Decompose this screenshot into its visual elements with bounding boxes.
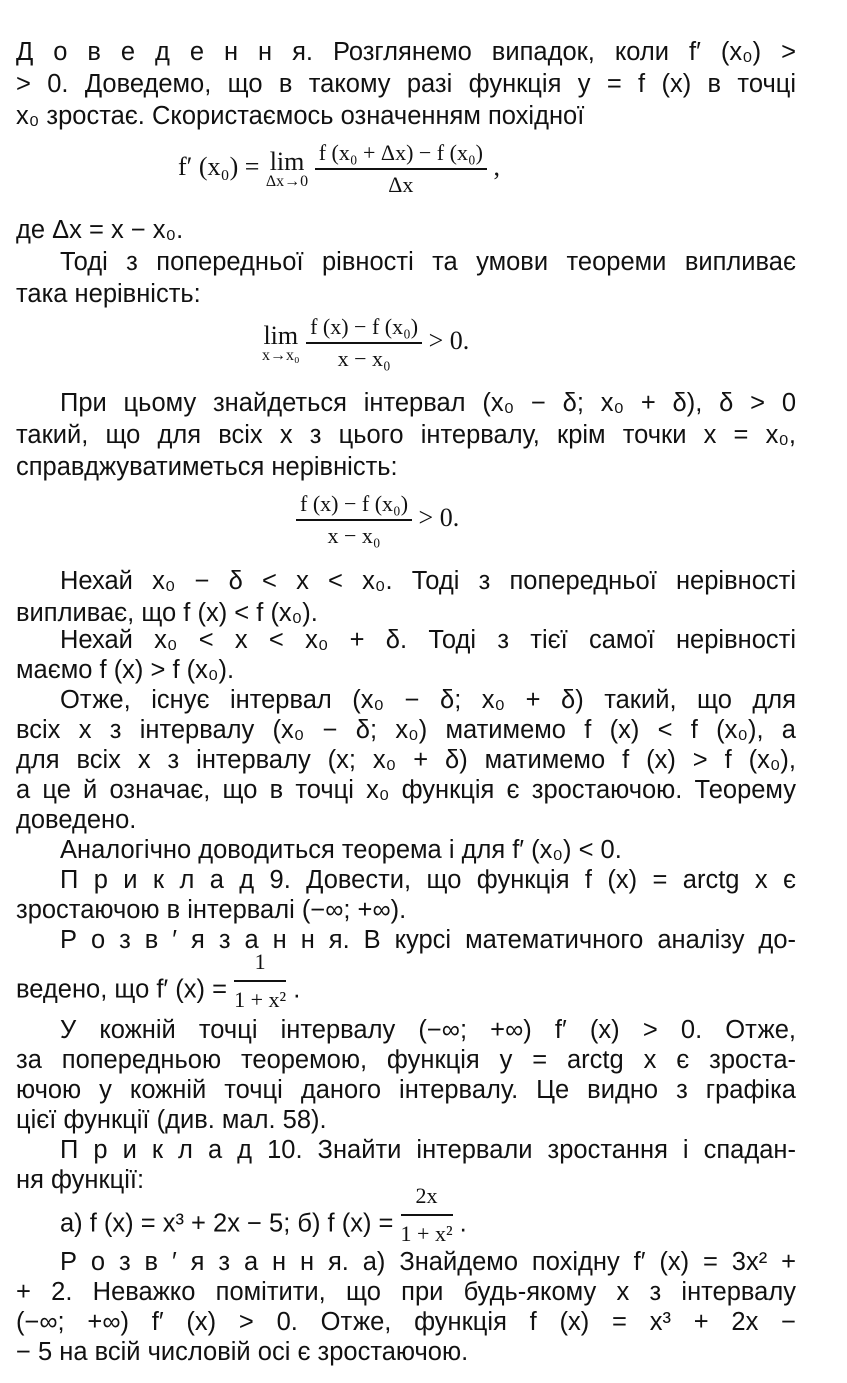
text-line: (−∞; +∞) f′ (x) > 0. Отже, функція f (x) = x³ + 2x − xyxy=(16,1308,796,1336)
equation-tail: > 0. xyxy=(418,502,460,532)
fraction-denominator: 1 + x² xyxy=(400,1221,453,1246)
fraction-numerator: f (x) − f (x₀) xyxy=(306,314,422,344)
fraction xyxy=(234,946,286,1016)
fraction-numerator: f (x₀ + Δx) − f (x₀) xyxy=(315,140,487,170)
text-line: При цьому знайдеться інтервал (x₀ − δ; x₀ + δ), δ > 0 xyxy=(60,389,796,417)
text-line: справджуватиметься нерівність: xyxy=(16,453,398,481)
equation-derivative-definition xyxy=(178,140,500,198)
text-line: У кожній точці інтервалу (−∞; +∞) f′ (x) > 0. Отже, xyxy=(60,1016,796,1044)
limit-operator xyxy=(266,147,308,191)
limit-word: lim xyxy=(263,321,299,350)
fraction-denominator: 1 + x² xyxy=(234,987,287,1012)
equation-punctuation: , xyxy=(493,151,500,181)
fraction xyxy=(306,314,422,372)
text-line: П р и к л а д 9. Довести, що функція f (x) = arctg x є xyxy=(60,866,796,894)
text-line: Тоді з попередньої рівності та умови теореми випливає xyxy=(60,248,796,276)
text-line: Отже, існує інтервал (x₀ − δ; x₀ + δ) такий, що для xyxy=(60,686,796,714)
text-line: Нехай x₀ − δ < x < x₀. Тоді з попередньої нерівності xyxy=(60,567,796,595)
fraction-denominator: x − x₀ xyxy=(327,523,381,548)
text-line: всіх x з інтервалу (x₀ − δ; x₀) матимемо f (x) < f (x₀), а xyxy=(16,716,796,744)
text-line: Нехай x₀ < x < x₀ + δ. Тоді з тієї самої нерівності xyxy=(60,626,796,654)
inline-text: ведено, що f′ (x) = xyxy=(16,975,227,1004)
text-line: Р о з в ′ я з а н н я. В курсі математичного аналізу до- xyxy=(60,926,796,954)
fraction-numerator: 2x xyxy=(401,1180,453,1216)
equation-punctuation: . xyxy=(459,1209,467,1238)
text-line: за попередньою теоремою, функція y = arctg x є зроста- xyxy=(16,1046,796,1074)
equation-limit-inequality xyxy=(262,314,469,372)
fraction-numerator: f (x) − f (x₀) xyxy=(296,491,412,521)
text-line: Р о з в ′ я з а н н я. а) Знайдемо похідну f′ (x) = 3x² + xyxy=(60,1248,796,1276)
limit-subscript: x→x₀ xyxy=(262,347,300,364)
equation-tail: > 0. xyxy=(428,325,470,355)
fraction-numerator: 1 xyxy=(234,946,286,982)
text-line: така нерівність: xyxy=(16,280,201,308)
text-line xyxy=(16,949,796,1016)
text-line: ючою у кожній точці даного інтервалу. Це видно з графіка xyxy=(16,1076,796,1104)
text-line: маємо f (x) > f (x₀). xyxy=(16,656,235,684)
equation-ratio-inequality xyxy=(296,491,459,549)
fraction-denominator: Δx xyxy=(388,172,414,197)
text-line: для всіх x з інтервалу (x; x₀ + δ) матимемо f (x) > f (x₀), xyxy=(16,746,796,774)
text-line: x₀ зростає. Скористаємось означенням похідної xyxy=(16,102,585,130)
text-line: цієї функції (див. мал. 58). xyxy=(16,1106,327,1134)
inline-fraction xyxy=(234,946,286,1016)
text-line: П р и к л а д 10. Знайти інтервали зростання і спадан- xyxy=(60,1136,796,1164)
fraction xyxy=(315,140,487,198)
fraction-denominator: x − x₀ xyxy=(337,346,391,371)
text-line: випливає, що f (x) < f (x₀). xyxy=(16,599,318,627)
text-line: Аналогічно доводиться теорема і для f′ (x₀) < 0. xyxy=(60,836,622,864)
text-line: а це й означає, що в точці x₀ функція є зростаючою. Теорему xyxy=(16,776,796,804)
limit-word: lim xyxy=(269,147,305,176)
limit-subscript: Δx→0 xyxy=(265,173,309,190)
text-line: доведено. xyxy=(16,806,137,834)
text-line: ня функції: xyxy=(16,1166,145,1194)
text-line: > 0. Доведемо, що в такому разі функція y = f (x) в точці xyxy=(16,70,796,98)
fraction xyxy=(401,1180,453,1250)
text-line: зростаючою в інтервалі (−∞; +∞). xyxy=(16,896,407,924)
limit-operator xyxy=(262,321,300,365)
text-line: такий, що для всіх x з цього інтервалу, крім точки x = x₀, xyxy=(16,421,796,449)
fraction xyxy=(296,491,412,549)
inline-fraction xyxy=(401,1180,453,1250)
text-line: − 5 на всій числовій осі є зростаючою. xyxy=(16,1338,469,1366)
text-line: + 2. Неважко помітити, що при будь-якому x з інтервалу xyxy=(16,1278,796,1306)
equation-punctuation: . xyxy=(293,975,301,1004)
text-line xyxy=(60,1183,796,1250)
text-line: де Δx = x − x₀. xyxy=(16,216,184,244)
inline-text: а) f (x) = x³ + 2x − 5; б) f (x) = xyxy=(60,1209,394,1238)
equation-lhs: f′ (x₀) = xyxy=(178,151,260,181)
text-line: Д о в е д е н н я. Розглянемо випадок, коли f′ (x₀) > xyxy=(16,38,796,66)
